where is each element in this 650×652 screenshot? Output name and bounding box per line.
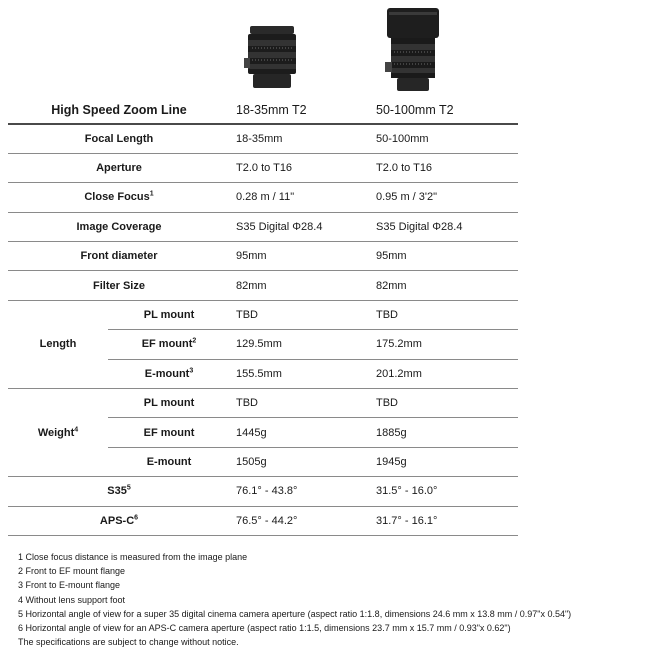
table-row <box>8 153 518 182</box>
sub-label: PL mount <box>108 389 230 418</box>
footnote: 3 Front to E-mount flange <box>18 580 121 591</box>
cell-value: 95mm <box>230 242 370 271</box>
table-row <box>8 212 518 241</box>
cell-value: 31.5° - 16.0° <box>370 477 518 506</box>
footnotes <box>18 550 571 649</box>
cell-value: TBD <box>230 300 370 329</box>
group-label-weight: Weight$^4$ <box>8 389 108 477</box>
table-row <box>8 477 518 506</box>
table-row <box>8 124 518 153</box>
cell-value: 0.28 m / 11" <box>230 183 370 212</box>
cell-value: 31.7° - 16.1° <box>370 506 518 535</box>
cell-value: S35 Digital Φ28.4 <box>370 212 518 241</box>
cell-value: S35 Digital Φ28.4 <box>230 212 370 241</box>
spec-table <box>8 96 518 536</box>
table-header-row <box>8 96 518 124</box>
table-row <box>8 389 518 418</box>
table-row <box>8 271 518 300</box>
cell-value: 0.95 m / 3'2" <box>370 183 518 212</box>
cell-value: 201.2mm <box>370 359 518 388</box>
table-row <box>8 300 518 329</box>
table-row <box>8 242 518 271</box>
group-label-length: Length <box>8 300 108 388</box>
footnote: 4 Without lens support foot <box>18 594 126 605</box>
sub-label: E-mount <box>108 447 230 476</box>
lens-18-35-image <box>244 22 300 92</box>
cell-value: 76.1° - 43.8° <box>230 477 370 506</box>
cell-value: 1945g <box>370 447 518 476</box>
row-label: Focal Length <box>8 124 230 153</box>
footnote: 5 Horizontal angle of view for a super 35 digital cinema camera aperture (aspect ratio 1:1.8, dimensions 24.6 mm x 13.8 mm / 0.97"x 0.54") <box>18 608 572 619</box>
lens1-header: 18-35mm T2 <box>230 96 370 124</box>
cell-value: 95mm <box>370 242 518 271</box>
cell-value: 175.2mm <box>370 330 518 359</box>
row-label: Close Focus$^1$ <box>8 183 230 212</box>
cell-value: 82mm <box>230 271 370 300</box>
row-label: $S35^5$ <box>8 477 230 506</box>
table-title: High Speed Zoom Line <box>8 96 230 124</box>
sub-label: E-mount$^3$ <box>108 359 230 388</box>
footnote: 6 Horizontal angle of view for an APS-C camera aperture (aspect ratio 1:1.5, dimensions 23.7 mm x 15.7 mm / 0.93"x 0.62") <box>18 623 511 634</box>
row-label: Image Coverage <box>8 212 230 241</box>
cell-value: 82mm <box>370 271 518 300</box>
cell-value: T2.0 to T16 <box>230 153 370 182</box>
cell-value: 1445g <box>230 418 370 447</box>
cell-value: 1505g <box>230 447 370 476</box>
sub-label: EF mount <box>108 418 230 447</box>
cell-value: 50-100mm <box>370 124 518 153</box>
cell-value: 155.5mm <box>230 359 370 388</box>
cell-value: 129.5mm <box>230 330 370 359</box>
footnote: 1 Close focus distance is measured from the image plane <box>18 552 248 562</box>
cell-value: 18-35mm <box>230 124 370 153</box>
lens2-header: 50-100mm T2 <box>370 96 518 124</box>
cell-value: 76.5° - 44.2° <box>230 506 370 535</box>
cell-value: TBD <box>370 389 518 418</box>
sub-label: PL mount <box>108 300 230 329</box>
row-label: APS-$C^6$ <box>8 506 230 535</box>
table-row <box>8 506 518 535</box>
footnote: The specifications are subject to change without notice. <box>18 637 239 648</box>
table-row <box>8 183 518 212</box>
row-label: Filter Size <box>8 271 230 300</box>
cell-value: 1885g <box>370 418 518 447</box>
footnote: 2 Front to EF mount flange <box>18 566 126 577</box>
sub-label: EF mount$^2$ <box>108 330 230 359</box>
cell-value: TBD <box>230 389 370 418</box>
row-label: Aperture <box>8 153 230 182</box>
cell-value: TBD <box>370 300 518 329</box>
lens-50-100-image <box>385 6 441 94</box>
row-label: Front diameter <box>8 242 230 271</box>
cell-value: T2.0 to T16 <box>370 153 518 182</box>
